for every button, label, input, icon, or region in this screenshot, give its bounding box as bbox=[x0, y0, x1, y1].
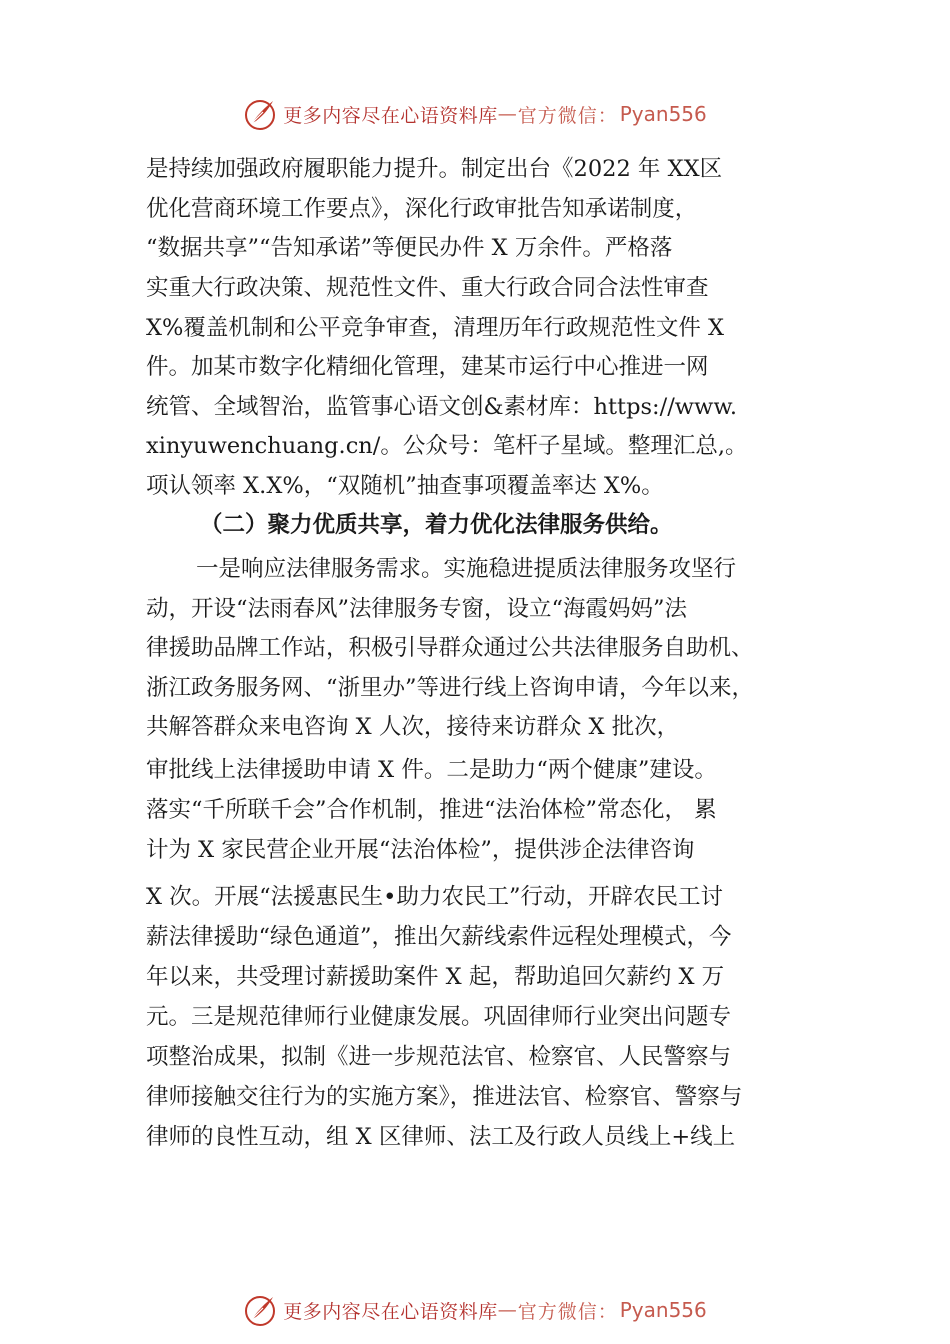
body-line: X 次。开展“法援惠民生•助力农民工”行动，开辟农民工讨 bbox=[146, 884, 723, 910]
body-line: 项整治成果，拟制《进一步规范法官、检察官、人民警察与 bbox=[146, 1044, 732, 1070]
body-line: xinyuwenchuang.cn/。公众号：笔杆子星域。整理汇总,。 bbox=[146, 433, 748, 459]
body-line: 落实“千所联千会”合作机制，推进“法治体检”常态化， 累 bbox=[146, 797, 717, 823]
banner-main-text: 更多内容尽在心语资料库 bbox=[283, 104, 498, 127]
body-line: 统管、全域智治，监管事心语文创&素材库：https://www. bbox=[146, 394, 738, 420]
body-line: 律师接触交往行为的实施方案》，推进法官、检察官、警察与 bbox=[146, 1084, 743, 1110]
body-line: 年以来，共受理讨薪援助案件 X 起，帮助追回欠薪约 X 万 bbox=[146, 964, 725, 990]
body-line: 项认领率 X.X%，“双随机”抽查事项覆盖率达 X%。 bbox=[146, 473, 664, 499]
banner-side-text: 官方微信： bbox=[517, 104, 618, 127]
quill-logo-icon bbox=[243, 1292, 279, 1328]
banner-main-text: 更多内容尽在心语资料库 bbox=[283, 1300, 498, 1323]
body-line: 浙江政务服务网、“浙里办”等进行线上咨询申请，今年以来， bbox=[146, 675, 755, 701]
body-line: 动，开设“法雨春风”法律服务专窗，设立“海霞妈妈”法 bbox=[146, 596, 688, 622]
banner-separator: — bbox=[497, 103, 518, 125]
body-line: 审批线上法律援助申请 X 件。二是助力“两个健康”建设。 bbox=[146, 757, 717, 783]
body-line: 实重大行政决策、规范性文件、重大行政合同合法性审查 bbox=[146, 275, 709, 301]
body-line: 优化营商环境工作要点》，深化行政审批告知承诺制度， bbox=[146, 196, 698, 222]
body-line: X%覆盖机制和公平竞争审查，清理历年行政规范性文件 X bbox=[146, 315, 725, 341]
banner-account: Pyan556 bbox=[619, 1298, 707, 1322]
section-heading: （二）聚力优质共享，着力优化法律服务供给。 bbox=[200, 512, 673, 538]
header-banner bbox=[0, 92, 950, 136]
body-line: 律师的良性互动，组 X 区律师、法工及行政人员线上+线上 bbox=[146, 1124, 736, 1150]
body-line: “数据共享”“告知承诺”等便民办件 X 万余件。严格落 bbox=[146, 235, 673, 261]
banner-side-text: 官方微信： bbox=[517, 1300, 618, 1323]
body-line: 是持续加强政府履职能力提升。制定出台《2022 年 XX区 bbox=[146, 156, 723, 182]
body-line: 共解答群众来电咨询 X 人次，接待来访群众 X 批次， bbox=[146, 714, 680, 740]
body-line: 薪法律援助“绿色通道”，推出欠薪线索件远程处理模式，今 bbox=[146, 924, 732, 950]
body-line: 律援助品牌工作站，积极引导群众通过公共法律服务自助机、 bbox=[146, 635, 754, 661]
footer-banner bbox=[0, 1288, 950, 1332]
body-line: 元。三是规范律师行业健康发展。巩固律师行业突出问题专 bbox=[146, 1004, 732, 1030]
banner-separator: — bbox=[497, 1299, 518, 1321]
body-line: 件。加某市数字化精细化管理，建某市运行中心推进一网 bbox=[146, 354, 709, 380]
banner-account: Pyan556 bbox=[619, 102, 707, 126]
quill-logo-icon bbox=[243, 96, 279, 132]
body-line: 计为 X 家民营企业开展“法治体检”，提供涉企法律咨询 bbox=[146, 837, 695, 863]
body-line: 一是响应法律服务需求。实施稳进提质法律服务攻坚行 bbox=[196, 556, 737, 582]
